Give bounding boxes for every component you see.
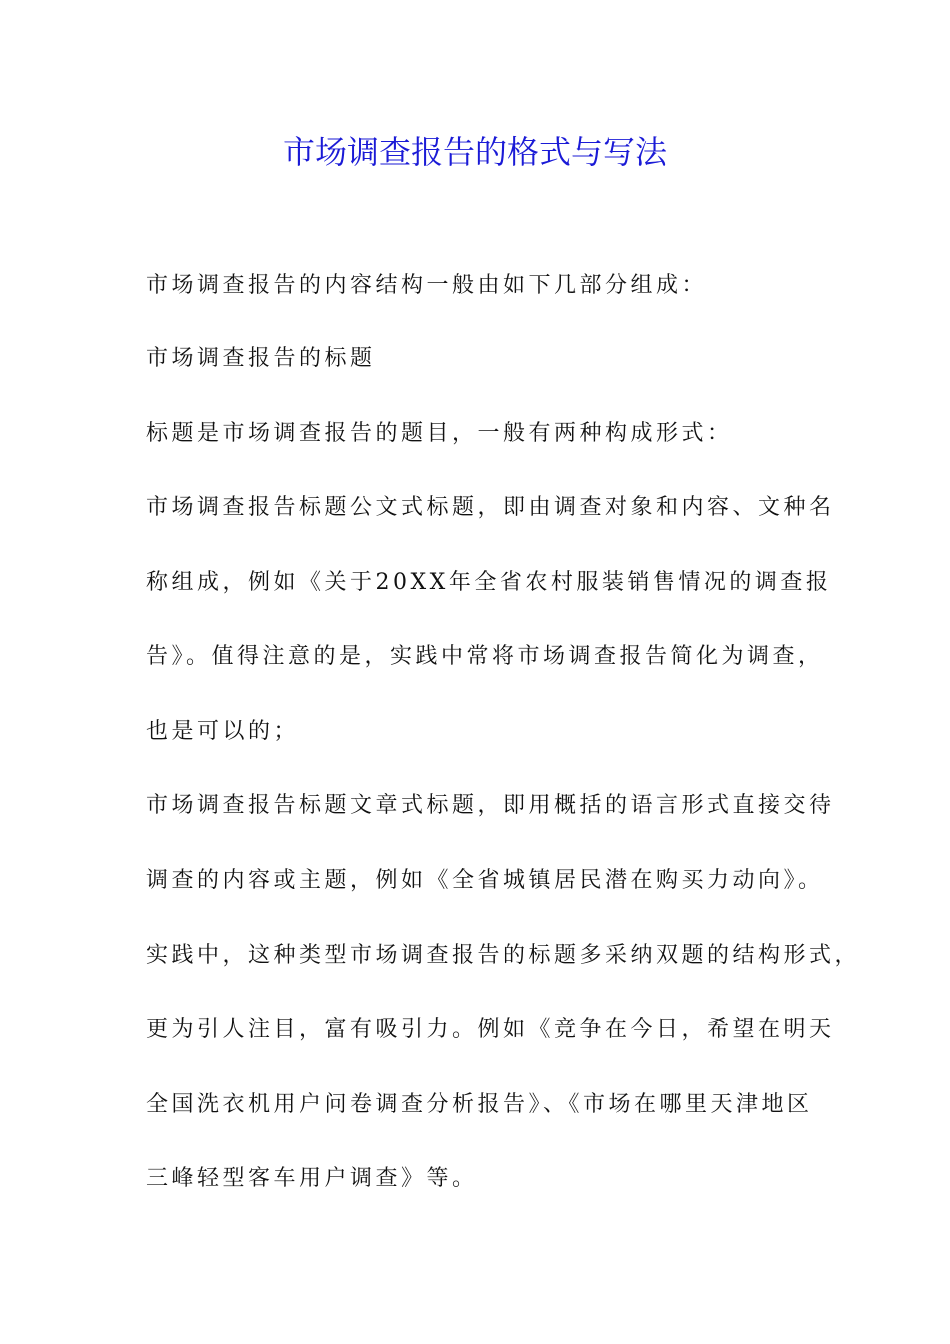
document-title: 市场调查报告的格式与写法 bbox=[282, 133, 667, 171]
paragraph-line: 标题是市场调查报告的题目，一般有两种构成形式： bbox=[146, 421, 733, 446]
paragraph-line: 实践中，这种类型市场调查报告的标题多采纳双题的结构形式， bbox=[146, 943, 861, 968]
paragraph-line: 市场调查报告的标题 bbox=[146, 346, 376, 371]
paragraph-line: 也是可以的； bbox=[146, 719, 300, 744]
paragraph-line: 市场调查报告标题公文式标题，即由调查对象和内容、文种名 bbox=[146, 495, 835, 520]
paragraph-line: 三峰轻型客车用户调查》等。 bbox=[146, 1166, 478, 1191]
paragraph-line: 告》。值得注意的是，实践中常将市场调查报告简化为调查， bbox=[146, 644, 824, 669]
paragraph-line: 市场调查报告的内容结构一般由如下几部分组成： bbox=[146, 273, 708, 298]
paragraph-line: 更为引人注目，富有吸引力。例如《竞争在今日，希望在明天 bbox=[146, 1017, 835, 1042]
paragraph-line: 市场调查报告标题文章式标题，即用概括的语言形式直接交待 bbox=[146, 793, 835, 818]
paragraph-line: 全国洗衣机用户问卷调查分析报告》、《市场在哪里天津地区 bbox=[146, 1092, 813, 1117]
paragraph-line: 称组成，例如《关于20XX年全省农村服装销售情况的调查报 bbox=[146, 570, 832, 595]
paragraph-line: 调查的内容或主题，例如《全省城镇居民潜在购买力动向》。 bbox=[146, 868, 824, 893]
